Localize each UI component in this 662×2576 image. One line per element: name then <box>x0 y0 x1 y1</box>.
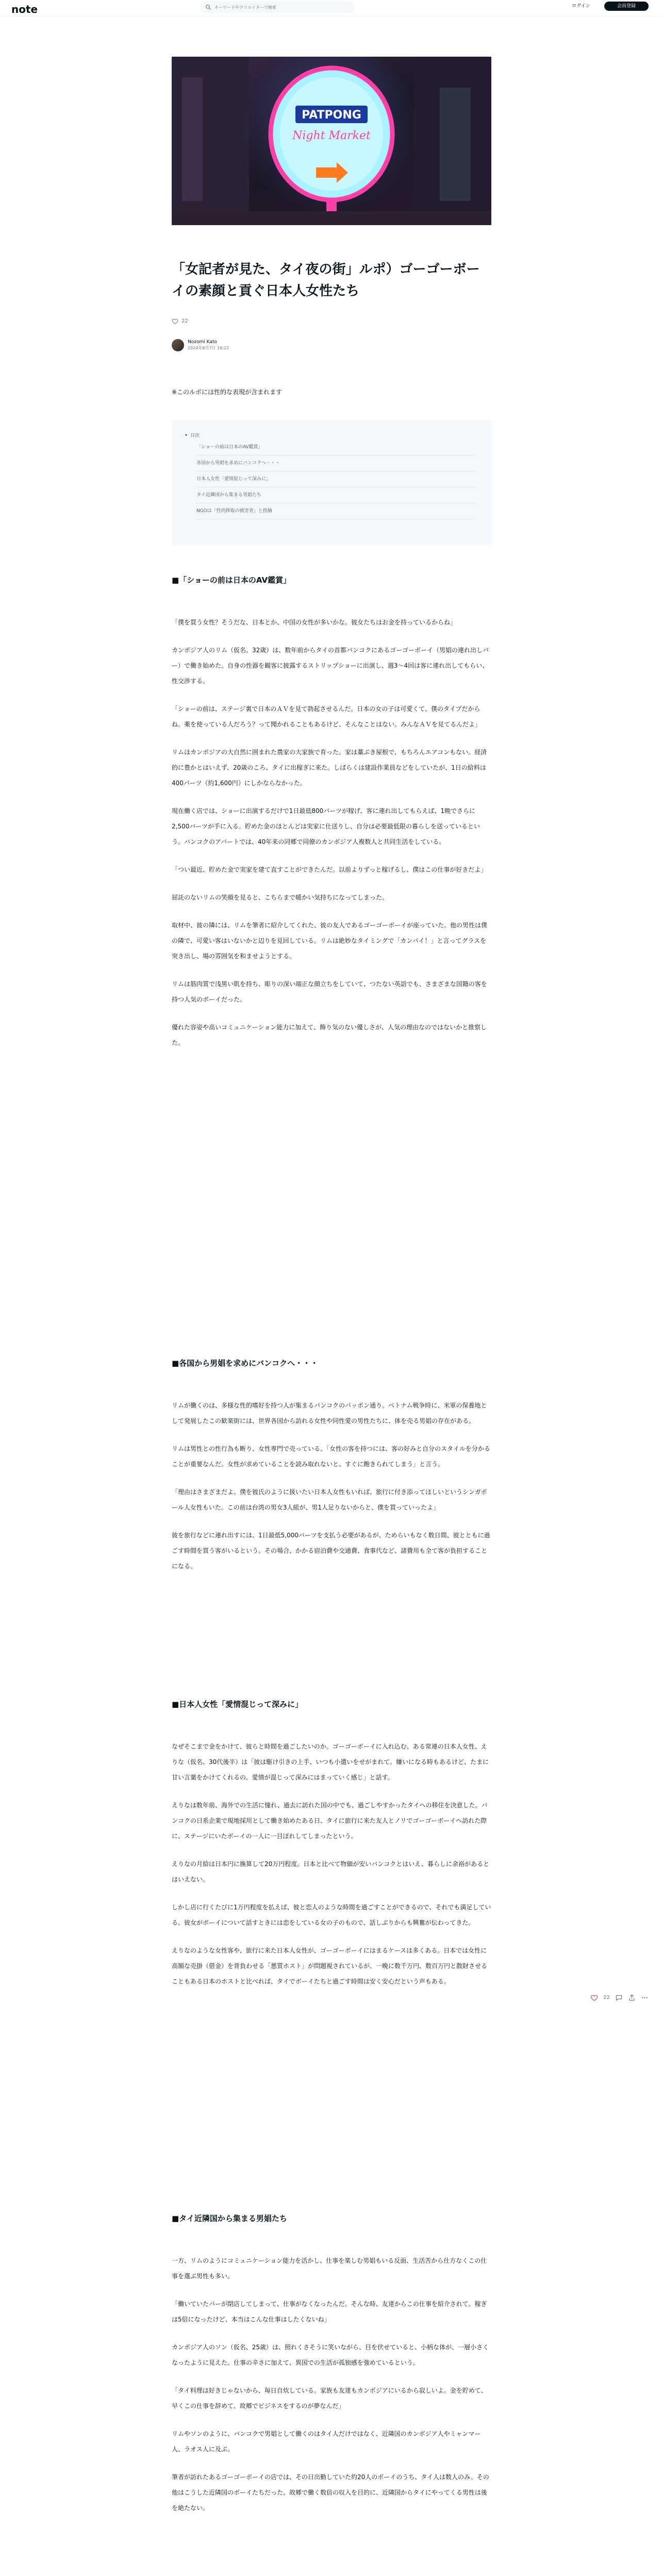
paragraph: 屈託のないリムの笑顔を見ると、こちらまで暖かい気持ちになってしまった。 <box>172 894 389 901</box>
hero-image <box>172 57 491 225</box>
paragraph: 現在働く店では、ショーに出演するだけで1日最低800バーツが稼げ、客に連れ出してもらえば、1晩でさらに2,500バーツが手に入る。貯めた金のほとんどは実家に仕送りし、自分は必要最低限の暮らしを送っているという。バンコクのアパートでは、40年来の同郷で同僚のカンボジア人複数人と共同生活をしている。 <box>172 807 480 845</box>
content-notice: ※このルポには性的な表現が含まれます <box>172 388 283 396</box>
search-box[interactable] <box>200 1 355 13</box>
toc-toggle[interactable] <box>185 430 478 439</box>
section-heading: ■各国から男娼を求めにバンコクへ・・・ <box>172 1359 319 1368</box>
section-4 <box>172 2213 491 2516</box>
signup-button[interactable]: 会員登録 <box>604 2 649 11</box>
paragraph: えりなは数年前、海外での生活に憧れ、過去に訪れた国の中でも、過ごしやすかったタイへの移住を決意した。バンコクの日系企業で現地採用として働き始めたある日、タイに旅行に来た友人とノリでゴーゴーボーイへ訪れた際に、ステージにいたボーイの一人に一目ぼれしてしまったという。 <box>172 1802 488 1840</box>
section-heading: ■「ショーの前は日本のAV鑑賞」 <box>172 575 291 585</box>
paragraph: リムは男性との性行為も断り、女性専門で売っている。「女性の客を持つには、客の好みと自分のスタイルを分かることが重要なんだ。女性が求めていることを読み取れないと、すぐに飽きられてしまう」と言う。 <box>172 1445 490 1468</box>
paragraph: 「タイ料理は好きじゃないから、毎日自炊している。家族も友達もカンボジアにいるから寂しいよ。金を貯めて、早くこの仕事を辞めて、故郷でビジネスをするのが夢なんだ」 <box>172 2387 487 2410</box>
author-avatar[interactable] <box>172 339 184 351</box>
note-logo[interactable]: note <box>11 3 38 15</box>
paragraph: 「つい最近、貯めた金で実家を建て直すことができたんだ。以前よりずっと稼げるし、僕はこの仕事が好きだよ」 <box>172 866 487 873</box>
more-icon[interactable] <box>641 1994 649 2002</box>
author-name[interactable]: Nozomi Kato <box>188 340 217 345</box>
table-of-contents <box>172 420 491 546</box>
paragraph: リムは筋肉質で浅黒い肌を持ち、彫りの深い端正な顔立ちをしていて、つたない英語でも、さまざまな国籍の客を持つ人気のボーイだった。 <box>172 980 487 1003</box>
section-heading: ■日本人女性「愛情混じって深みに」 <box>172 1700 303 1709</box>
paragraph: 「理由はさまざまだよ。僕を彼氏のように扱いたい日本人女性もいれば、旅行に付き添ってほしいというシンガポール人女性もいた。この前は台湾の男女3人組が、男1人足りないからと、僕を買っていったよ」 <box>172 1488 487 1511</box>
section-1 <box>172 574 491 1050</box>
paragraph: えりなの月給は日本円に換算して20万円程度。日本と比べて物価が安いバンコクとはいえ、暮らしに余裕があるとはいえない。 <box>172 1860 489 1883</box>
paragraph: リムやソンのように、バンコクで男娼として働くのはタイ人だけではなく、近隣国のカンボジア人やミャンマー人、ラオス人に及ぶ。 <box>172 2430 481 2453</box>
paragraph: 「ショーの前は、ステージ裏で日本のＡＶを見て勃起させるんだ。日本の女の子は可愛くて、僕のタイプだからね。薬を使っている人だろう？って聞かれることもあるけど、そんなことはない。みんなＡＶを見てるんだよ」 <box>172 705 482 728</box>
toc-item[interactable]: NGOは「性的搾取の被害者」と指摘 <box>196 503 475 519</box>
login-button[interactable]: ログイン <box>572 4 590 9</box>
paragraph: えりなのような女性客や、旅行に来た日本人女性が、ゴーゴーボーイにはまるケースは多くある。日本では女性に高額な売掛（借金）を背負わせる「悪質ホスト」が問題視されているが、一晩に数千万円、数百万円と散財させることもある日本のホストと比べれば、タイでボーイたちと過ごす時間は安く安心だという声もある。 <box>172 1947 488 1985</box>
paragraph: 筆者が訪れたあるゴーゴーボーイの店では、その日出勤していた約20人のボーイのうち、タイ人は数人のみ。その他はこうした近隣国のボーイたちだった。故郷で働く数倍の収入を目的に、近隣国からタイにやってくる男性は後を絶たない。 <box>172 2473 489 2512</box>
author-info[interactable] <box>172 338 229 352</box>
section-heading: ■タイ近隣国から集まる男娼たち <box>172 2214 287 2223</box>
section-3 <box>172 1699 491 1989</box>
share-icon[interactable] <box>628 1994 636 2002</box>
paragraph: 「僕を買う女性？そうだな、日本とか、中国の女性が多いかな。彼女たちはお金を持っているからね」 <box>172 619 457 626</box>
toc-label: 目次 <box>190 433 200 438</box>
like-count: 22 <box>181 318 188 324</box>
comment-icon[interactable] <box>615 1994 623 2002</box>
float-like-count: 22 <box>603 1995 610 2001</box>
floating-actions <box>590 1994 649 2002</box>
paragraph: 彼を旅行などに連れ出すには、1日最低5,000バーツを支払う必要があるが、ためらいもなく数日間、彼とともに過ごす時間を買う客がいるという。その場合、かかる宿泊費や交通費、食事代など、諸費用も全て客が負担することになる。 <box>172 1532 490 1570</box>
site-header <box>0 0 662 16</box>
paragraph: リムはカンボジアの大自然に囲まれた農家の大家族で育った。家は藁ぶき屋根で、もちろんエアコンもない。経済的に豊かとはいえず、20歳のころ、タイに出稼ぎに来た。しばらくは建設作業員などをしていたが、1日の給料は400バーツ（約1,600円）にしかならなかった。 <box>172 749 487 787</box>
toc-item[interactable]: 「ショーの前は日本のAV鑑賞」 <box>196 439 475 455</box>
paragraph: 優れた容姿や高いコミュニケーション能力に加えて、飾り気のない優しさが、人気の理由なのではないかと推察した。 <box>172 1024 487 1046</box>
like-counter[interactable] <box>172 317 188 325</box>
paragraph: しかし店に行くたびに1万円程度を払えば、彼と恋人のような時間を過ごすことができるので、それでも満足している。彼女がボーイについて話すときには恋をしている女の子のもので、話しぶりからも興奮が伝わってきた。 <box>172 1904 491 1926</box>
heart-icon[interactable] <box>172 318 178 325</box>
publish-date: 2024年6月7日 19:22 <box>188 346 229 350</box>
article-title: 「女記者が見た、タイ夜の街」ルポ）ゴーゴーボーイの素顔と貢ぐ日本人女性たち <box>172 262 480 299</box>
search-icon <box>205 4 211 10</box>
paragraph: カンボジア人のリム（仮名、32歳）は、数年前からタイの首都バンコクにあるゴーゴーボーイ（男娼の連れ出しバー）で働き始めた。自身の性器を観客に披露するストリップショーに出演し、週3〜4回は客に連れ出してもらい、性交渉する。 <box>172 647 489 685</box>
heart-icon[interactable] <box>590 1994 598 2002</box>
paragraph: 取材中、彼の隣には、リムを筆者に紹介してくれた、彼の友人であるゴーゴーボーイが座っていた。他の男性は僕の隣で、可愛い客はいないかと辺りを見回している。リムは絶妙なタイミングで「カンパイ！」と言ってグラスを突き出し、場の雰囲気を和ませようとする。 <box>172 922 488 960</box>
paragraph: 一方、リムのようにコミュニケーション能力を活かし、仕事を楽しむ男娼もいる反面、生活苦から仕方なくこの仕事を選ぶ男性も多い。 <box>172 2257 487 2280</box>
toc-item[interactable]: 日本人女性「愛情混じって深みに」 <box>196 471 475 487</box>
section-2 <box>172 1358 491 1574</box>
paragraph: カンボジア人のソン（仮名、25歳）は、照れくさそうに笑いながら、目を伏せていると、小柄な体が、一層小さくなったように見えた。仕事の辛さに加えて、異国での生活が孤独感を強めているという。 <box>172 2344 489 2366</box>
search-input[interactable] <box>214 5 349 10</box>
paragraph: 「働いていたバーが閉店してしまって、仕事がなくなったんだ。そんな時、友達からこの仕事を紹介されて。稼ぎは5倍になったけど、本当はこんな仕事はしたくないね」 <box>172 2300 487 2323</box>
toc-item[interactable]: タイ近隣国から集まる男娼たち <box>196 487 475 503</box>
paragraph: なぜそこまで金をかけて、彼らと時間を過ごしたいのか。ゴーゴーボーイに入れ込む、ある常連の日本人女性、えりな（仮名、30代後半）は「彼は駆け引きの上手、いつも小遣いをせがまれて。嫌いになる時もあるけど、たまに甘い言葉をかけてくれるの。愛情が混じって深みにはまっていく感じ」と話す。 <box>172 1743 489 1781</box>
chevron-down-icon: ▾ <box>185 432 188 437</box>
toc-item[interactable]: 各国から男娼を求めにバンコクへ・・・ <box>196 455 475 471</box>
hero-sign-title: PATPONG <box>302 109 361 122</box>
paragraph: リムが働くのは、多様な性的嗜好を持つ人が集まるバンコクのパッポン通り。ベトナム戦争時に、米軍の保養地として発展したこの歓楽街には、世界各国から訪れる女性や同性愛の男性たちに、体を売る男娼の存在がある。 <box>172 1402 487 1425</box>
hero-sign-subtitle: Night Market <box>292 129 371 142</box>
